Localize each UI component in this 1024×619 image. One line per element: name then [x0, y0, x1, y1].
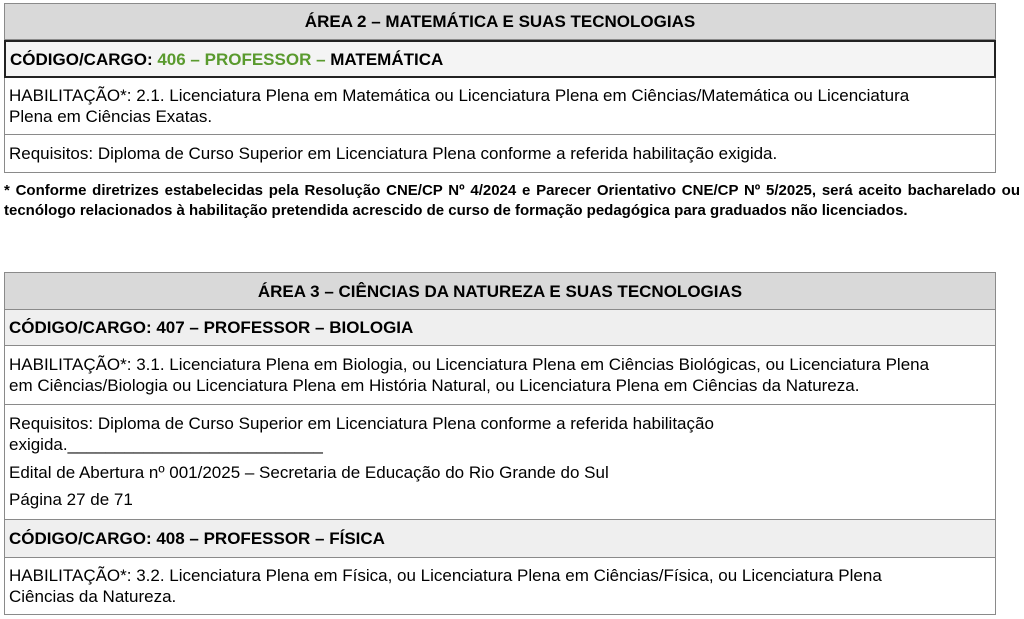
area2-code-suffix: MATEMÁTICA: [325, 49, 444, 69]
area2-code-highlight: 406 – PROFESSOR –: [157, 49, 326, 69]
footnote-line3: não licenciados.: [790, 202, 908, 219]
area2-habilitacao-line1: HABILITAÇÃO*: 2.1. Licenciatura Plena em Matemática ou Licenciatura Plena em Ciências/Matemática ou Licenciatura: [9, 86, 910, 105]
area3-requisitos-line2: exigida.___________________________: [9, 435, 323, 454]
page-footer-edital: Edital de Abertura nº 001/2025 – Secretaria de Educação do Rio Grande do Sul: [9, 463, 609, 482]
area3-code-408-row: [4, 520, 996, 558]
area2-code-prefix: CÓDIGO/CARGO:: [10, 49, 158, 69]
area3-habilitacao-407-line1: HABILITAÇÃO*: 3.1. Licenciatura Plena em Biologia, ou Licenciatura Plena em Ciências Biológicas, ou Licenciatura Plena: [9, 355, 930, 374]
area3-habilitacao-407-line2: em Ciências/Biologia ou Licenciatura Plena em História Natural, ou Licenciatura Plena em Ciências da Natureza.: [9, 376, 860, 395]
area3-habilitacao-408-line1: HABILITAÇÃO*: 3.2. Licenciatura Plena em Física, ou Licenciatura Plena em Ciências/Física, ou Licenciatura Plena: [9, 566, 882, 585]
area3-code-408: CÓDIGO/CARGO: 408 – PROFESSOR – FÍSICA: [9, 529, 385, 548]
area2-header: [4, 3, 996, 40]
area3-habilitacao-408: [4, 558, 996, 615]
area3-header: [4, 272, 996, 310]
footnote-line2: bacharelado ou tecnólogo relacionados à habilitação pretendida acrescido de curso de formação pedagógica para graduados: [4, 182, 1021, 219]
area3-habilitacao-408-line2: Ciências da Natureza.: [9, 587, 177, 606]
area2-code-row: [4, 40, 996, 78]
area3-code-407: CÓDIGO/CARGO: 407 – PROFESSOR – BIOLOGIA: [9, 318, 414, 337]
page-footer-pagina: Página 27 de 71: [9, 490, 133, 509]
footnote: [4, 181, 1020, 221]
area3-table: [4, 272, 996, 615]
area2-requisitos-text: Requisitos: Diploma de Curso Superior em Licenciatura Plena conforme a referida habilitação exigida.: [9, 144, 778, 163]
area2-header-text: ÁREA 2 – MATEMÁTICA E SUAS TECNOLOGIAS: [304, 12, 696, 31]
area3-header-text: ÁREA 3 – CIÊNCIAS DA NATUREZA E SUAS TECNOLOGIAS: [257, 281, 743, 301]
area2-requisitos: [4, 135, 996, 173]
area3-requisitos-block: [4, 405, 996, 520]
area2-habilitacao: [4, 78, 996, 135]
area3-code-407-row: [4, 310, 996, 346]
area2-habilitacao-line2: Plena em Ciências Exatas.: [9, 107, 213, 126]
area3-requisitos-line1: Requisitos: Diploma de Curso Superior em Licenciatura Plena conforme a referida habilitação: [9, 414, 714, 433]
area2-table: [4, 3, 996, 173]
footnote-line1: * Conforme diretrizes estabelecidas pela Resolução CNE/CP Nº 4/2024 e Parecer Orientativo CNE/CP Nº 5/2025, será aceito: [4, 182, 902, 199]
area3-habilitacao-407: [4, 346, 996, 405]
